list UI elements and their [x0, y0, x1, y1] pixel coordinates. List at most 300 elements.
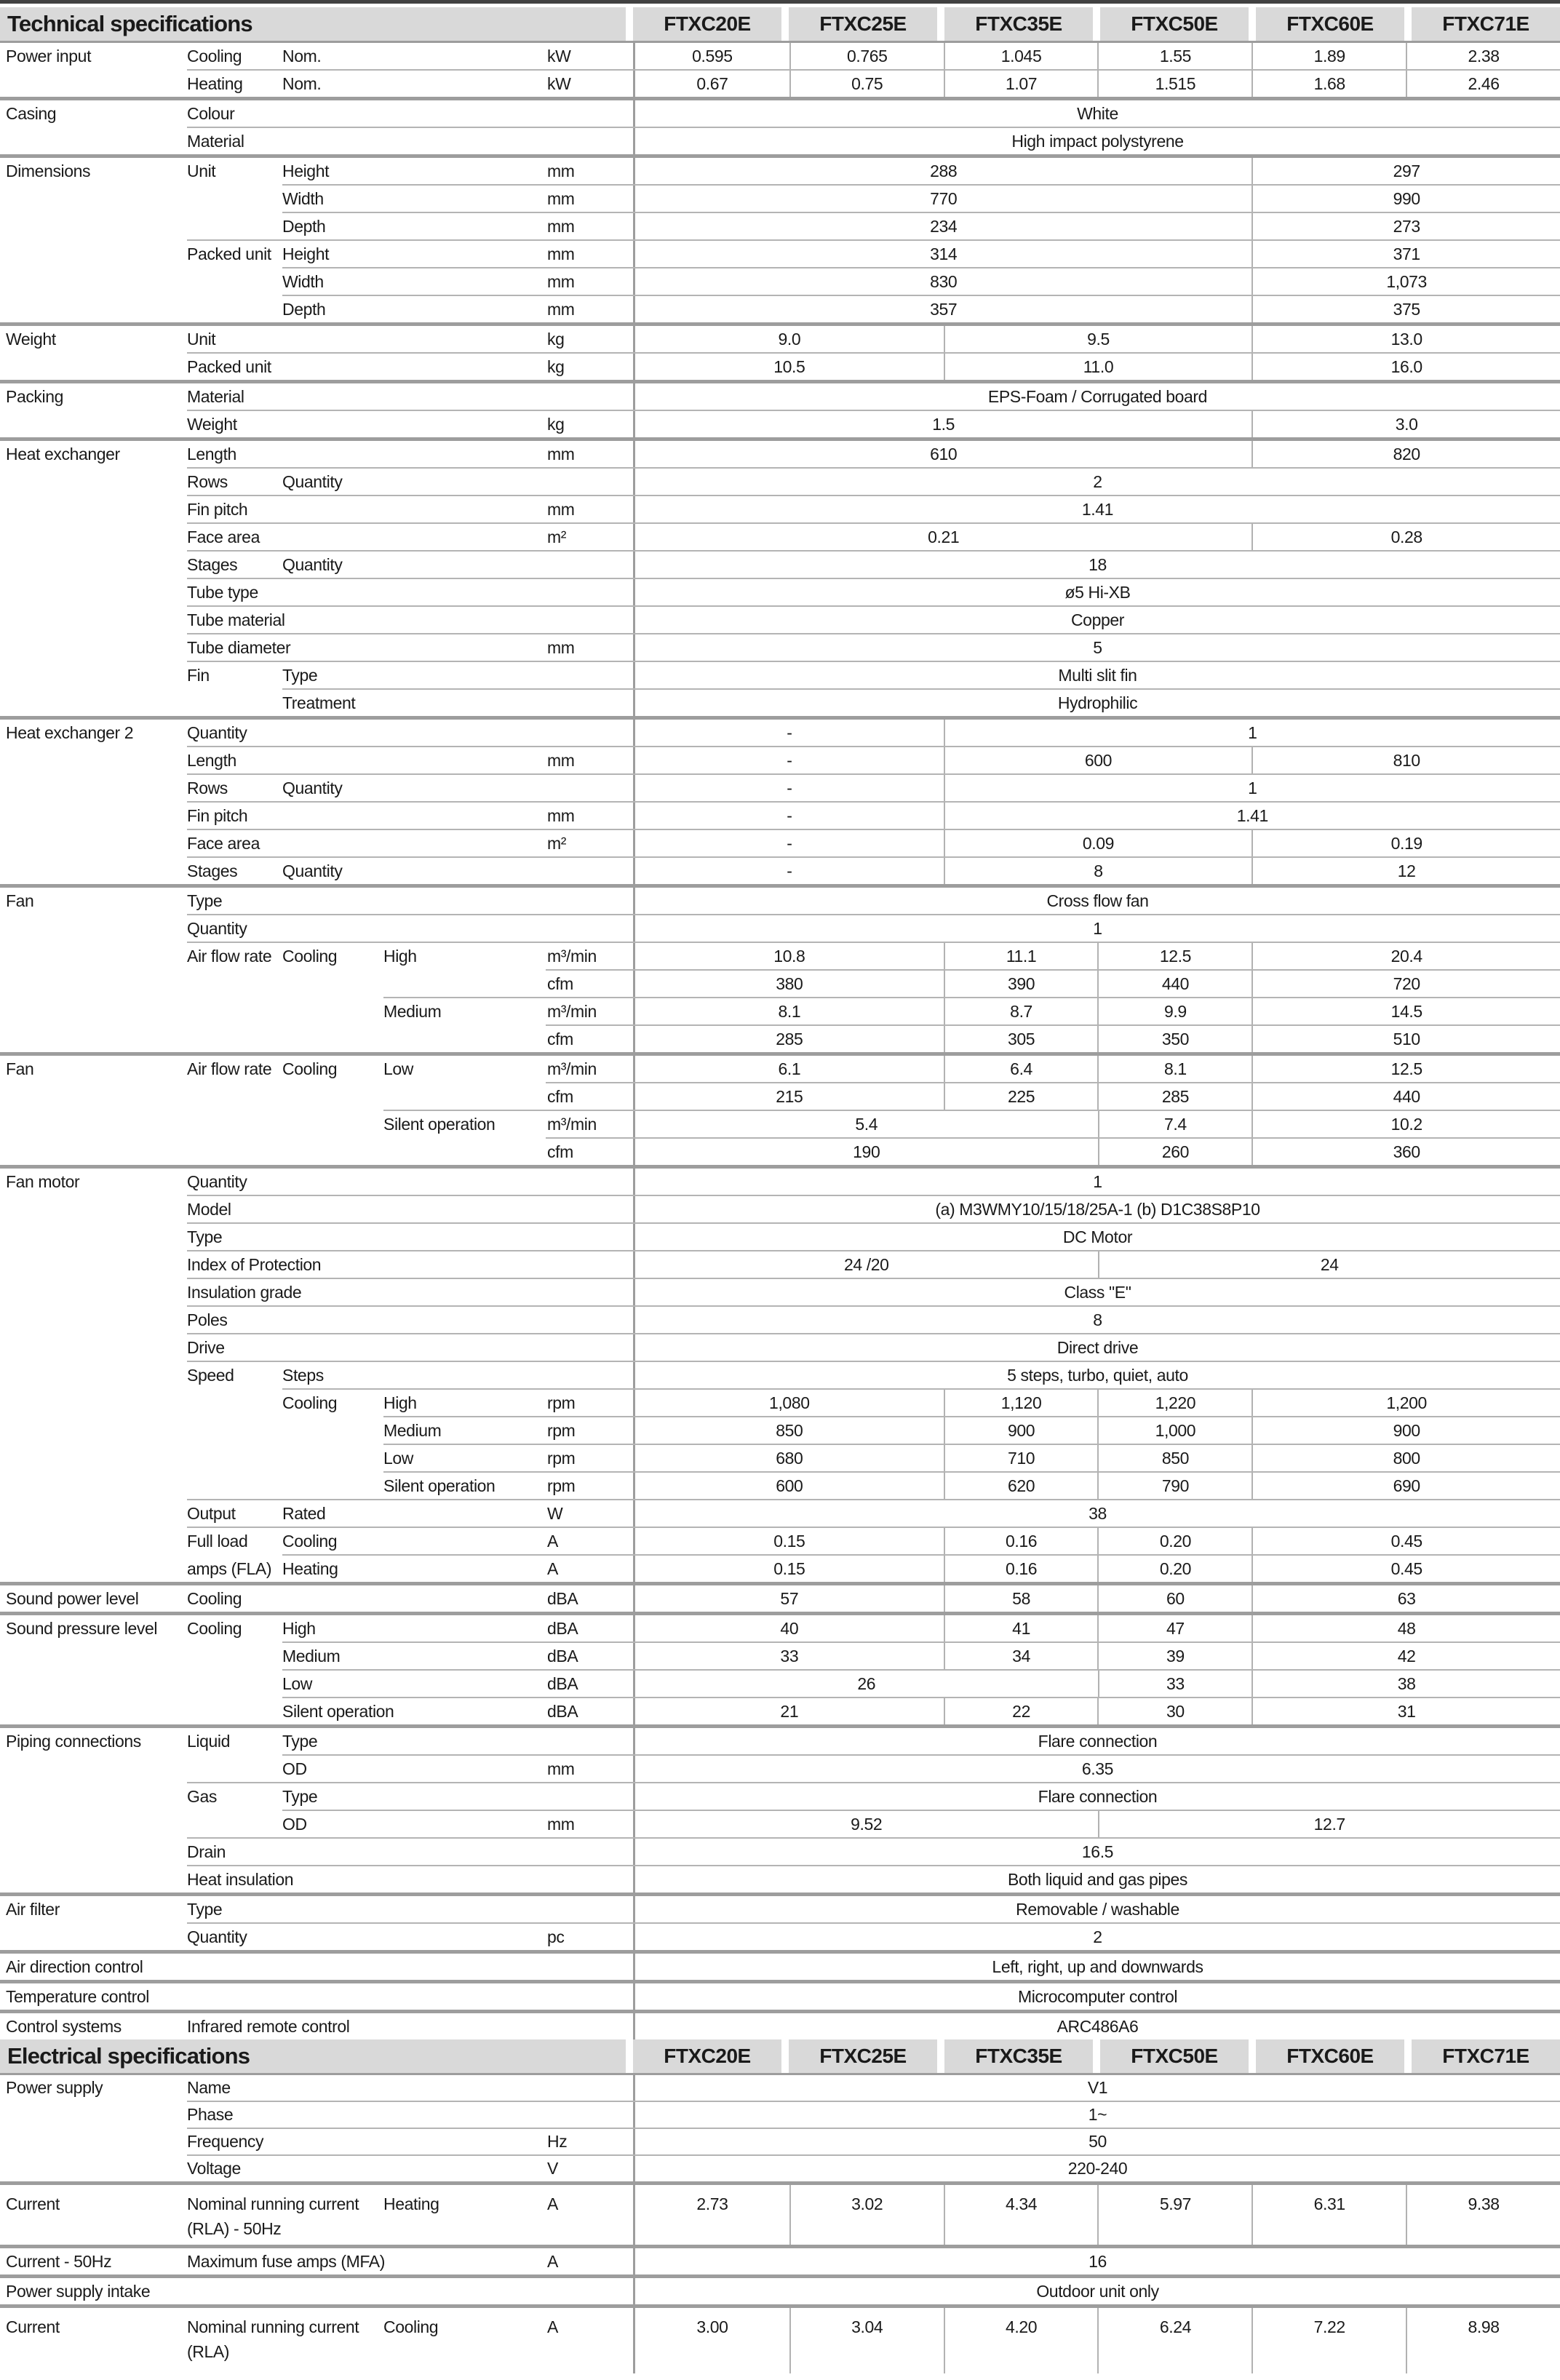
row-label: Nom. — [282, 71, 321, 97]
value-cell: 215 — [635, 1083, 944, 1110]
value-cell: 1 — [635, 915, 1560, 942]
value-cell: 380 — [635, 971, 944, 997]
value-cell: 2 — [635, 469, 1560, 495]
row-label: Control systems — [6, 2013, 122, 2039]
value-cells — [633, 1026, 1560, 1052]
row-unit: kg — [547, 354, 565, 380]
value-cells — [633, 158, 1560, 184]
row-label: Frequency — [187, 2129, 263, 2154]
value-cells — [633, 2278, 1560, 2304]
row-unit: m² — [547, 830, 566, 856]
value-cell: 297 — [1251, 158, 1560, 184]
value-cell: 900 — [1251, 1417, 1560, 1444]
row-label: Piping connections — [6, 1728, 141, 1754]
value-cell: 990 — [1251, 186, 1560, 212]
row-label: Fan — [6, 888, 33, 914]
spec-row — [0, 2013, 1560, 2039]
value-cell: Flare connection — [635, 1728, 1560, 1754]
value-cells — [633, 1251, 1560, 1278]
value-cells — [633, 1362, 1560, 1388]
row-label: Rows — [187, 775, 228, 801]
model-header-row — [626, 2039, 1560, 2073]
row-unit: cfm — [547, 1083, 573, 1110]
value-cells — [633, 1224, 1560, 1250]
value-cell: 48 — [1251, 1615, 1560, 1641]
row-label: Sound power level — [6, 1585, 138, 1612]
row-label-line1: Nominal running current — [187, 2192, 359, 2216]
row-label: Unit — [187, 326, 215, 352]
value-cell: 0.16 — [944, 1556, 1098, 1582]
value-cells — [633, 1728, 1560, 1754]
row-label: Packed unit — [187, 241, 271, 267]
spec-row — [0, 607, 1560, 633]
value-cell: Copper — [635, 607, 1560, 633]
value-cell: 357 — [635, 296, 1251, 322]
value-cells — [633, 1698, 1560, 1724]
value-cell: Both liquid and gas pipes — [635, 1866, 1560, 1893]
value-cell: 288 — [635, 158, 1251, 184]
value-cell: 60 — [1097, 1585, 1251, 1612]
row-label: Medium — [383, 998, 441, 1024]
spec-row — [0, 1954, 1560, 1980]
row-label: Cooling — [187, 1615, 242, 1641]
value-cell: 1 — [944, 720, 1560, 746]
value-cell: 8.7 — [944, 998, 1098, 1024]
row-label: Packing — [6, 383, 63, 410]
model-column-header: FTXC50E — [1093, 2039, 1249, 2073]
value-cell: 1,120 — [944, 1390, 1098, 1416]
row-unit: Hz — [547, 2129, 567, 2154]
value-cell: - — [635, 720, 944, 746]
value-cell: Microcomputer control — [635, 1983, 1560, 2010]
table-header-band — [0, 2039, 1560, 2075]
row-label: Quantity — [282, 775, 342, 801]
row-unit: mm — [547, 441, 575, 467]
row-label: Face area — [187, 524, 260, 550]
row-label: Dimensions — [6, 158, 90, 184]
value-cells — [633, 1866, 1560, 1893]
row-unit: mm — [547, 158, 575, 184]
value-cell: - — [635, 830, 944, 856]
value-cell: 1~ — [635, 2102, 1560, 2128]
value-cell: 1.045 — [944, 43, 1098, 69]
spec-row — [0, 998, 1560, 1024]
value-cell: 314 — [635, 241, 1251, 267]
row-label — [187, 2308, 359, 2380]
row-unit: m³/min — [547, 943, 597, 969]
row-label: Quantity — [282, 552, 342, 578]
value-cell: 9.38 — [1406, 2185, 1560, 2245]
value-cell: 850 — [635, 1417, 944, 1444]
row-label: Unit — [187, 158, 215, 184]
row-label: High — [282, 1615, 316, 1641]
value-cells — [633, 915, 1560, 942]
value-cell: 1 — [635, 1169, 1560, 1195]
value-cell: Class "E" — [635, 1279, 1560, 1305]
spec-row — [0, 1056, 1560, 1082]
value-cells — [633, 469, 1560, 495]
value-cells — [633, 1643, 1560, 1669]
value-cell: 58 — [944, 1585, 1098, 1612]
row-unit: mm — [547, 296, 575, 322]
value-cell: 260 — [1098, 1139, 1252, 1165]
value-cells — [633, 1279, 1560, 1305]
spec-row — [0, 2185, 1560, 2245]
row-label-line2: (RLA) — [187, 2339, 359, 2364]
row-label: Current - 50Hz — [6, 2248, 111, 2274]
row-label: Medium — [282, 1643, 340, 1669]
row-label: Index of Protection — [187, 1251, 321, 1278]
value-cell: 350 — [1097, 1026, 1251, 1052]
row-label: Quantity — [187, 1169, 247, 1195]
value-cell: 18 — [635, 552, 1560, 578]
row-label: Packed unit — [187, 354, 271, 380]
spec-row — [0, 1334, 1560, 1361]
spec-row — [0, 71, 1560, 97]
value-cells — [633, 1083, 1560, 1110]
value-cell: - — [635, 803, 944, 829]
value-cell: 440 — [1251, 1083, 1560, 1110]
spec-row — [0, 100, 1560, 127]
row-label: Heating — [383, 2185, 439, 2251]
value-cells — [633, 524, 1560, 550]
row-label: Silent operation — [282, 1698, 394, 1724]
value-cell: 38 — [635, 1500, 1560, 1527]
spec-row — [0, 326, 1560, 352]
row-label: Heat exchanger 2 — [6, 720, 133, 746]
spec-row — [0, 241, 1560, 267]
row-label: Tube diameter — [187, 634, 290, 661]
table-title: Technical specifications — [7, 7, 252, 41]
row-label: Material — [187, 383, 244, 410]
value-cells — [633, 1556, 1560, 1582]
value-cell: 39 — [1097, 1643, 1251, 1669]
row-label: Stages — [187, 858, 237, 884]
spec-row — [0, 411, 1560, 437]
row-label: Heating — [282, 1556, 338, 1582]
spec-row — [0, 1866, 1560, 1893]
value-cell: 11.1 — [944, 943, 1098, 969]
value-cell: 0.16 — [944, 1528, 1098, 1554]
value-cell: 47 — [1097, 1615, 1251, 1641]
row-label: Output — [187, 1500, 236, 1527]
value-cells — [633, 441, 1560, 467]
value-cells — [633, 354, 1560, 380]
spec-row — [0, 1783, 1560, 1810]
value-cell: 610 — [635, 441, 1251, 467]
row-label: Silent operation — [383, 1111, 495, 1137]
value-cell: 1,000 — [1097, 1417, 1251, 1444]
value-cell: 12.5 — [1251, 1056, 1560, 1082]
row-unit: rpm — [547, 1445, 575, 1471]
row-label: Cooling — [282, 1528, 337, 1554]
spec-row — [0, 690, 1560, 716]
row-unit: A — [547, 1528, 558, 1554]
value-cells — [633, 858, 1560, 884]
row-unit: V — [547, 2156, 558, 2181]
row-label: Length — [187, 747, 236, 773]
value-cells — [633, 2248, 1560, 2274]
spec-row — [0, 1528, 1560, 1554]
value-cell: 3.00 — [635, 2308, 789, 2373]
value-cells — [633, 2185, 1560, 2245]
row-unit: dBA — [547, 1698, 578, 1724]
row-label-line1: Nominal running current — [187, 2315, 359, 2339]
row-label: Poles — [187, 1307, 228, 1333]
spec-row — [0, 2248, 1560, 2274]
value-cell: 2.73 — [635, 2185, 789, 2245]
value-cell: 0.09 — [944, 830, 1252, 856]
row-label: Quantity — [187, 720, 247, 746]
value-cell: 5 steps, turbo, quiet, auto — [635, 1362, 1560, 1388]
row-label: Cooling — [282, 943, 337, 969]
value-cell: Flare connection — [635, 1783, 1560, 1810]
value-cell: 0.20 — [1097, 1528, 1251, 1554]
value-cell: 57 — [635, 1585, 944, 1612]
value-cell: 770 — [635, 186, 1251, 212]
row-label-line2: (RLA) - 50Hz — [187, 2216, 359, 2241]
row-unit: dBA — [547, 1585, 578, 1612]
model-column-header: FTXC35E — [937, 2039, 1093, 2073]
spec-row — [0, 1224, 1560, 1250]
value-cell: - — [635, 747, 944, 773]
value-cell: 30 — [1097, 1698, 1251, 1724]
value-cell: 9.5 — [944, 326, 1252, 352]
row-label: High — [383, 1390, 417, 1416]
value-cell: 8 — [944, 858, 1252, 884]
spec-row — [0, 1307, 1560, 1333]
row-label: Air flow rate — [187, 943, 271, 969]
row-label: Material — [187, 128, 244, 154]
row-label: Heating — [187, 71, 242, 97]
row-label: OD — [282, 1811, 307, 1837]
row-label: amps (FLA) — [187, 1556, 271, 1582]
rows-container — [0, 2075, 1560, 2373]
value-cell: 1.41 — [635, 496, 1560, 522]
spec-row — [0, 1445, 1560, 1471]
tables-container — [0, 7, 1560, 2373]
value-cells — [633, 662, 1560, 688]
value-cells — [633, 1954, 1560, 1980]
value-cells — [633, 803, 1560, 829]
row-label: Type — [282, 1728, 317, 1754]
row-label: Heat exchanger — [6, 441, 120, 467]
value-cell: 16.5 — [635, 1839, 1560, 1865]
row-label: High — [383, 943, 417, 969]
row-unit: mm — [547, 1811, 575, 1837]
value-cell: 1.68 — [1251, 71, 1406, 97]
row-label: Type — [187, 1224, 222, 1250]
spec-row — [0, 1026, 1560, 1052]
spec-row — [0, 1698, 1560, 1724]
model-column-header: FTXC20E — [626, 2039, 781, 2073]
spec-row — [0, 888, 1560, 914]
value-cell: 6.35 — [635, 1756, 1560, 1782]
spec-row — [0, 2102, 1560, 2128]
model-column-header: FTXC71E — [1404, 7, 1560, 41]
spec-row — [0, 1728, 1560, 1754]
row-label: Low — [282, 1671, 312, 1697]
value-cell: 1,080 — [635, 1390, 944, 1416]
value-cells — [633, 1756, 1560, 1782]
value-cells — [633, 383, 1560, 410]
value-cells — [633, 1924, 1560, 1950]
value-cell: 710 — [944, 1445, 1098, 1471]
row-label: Model — [187, 1196, 231, 1222]
value-cell: 1.07 — [944, 71, 1098, 97]
value-cell: 690 — [1251, 1473, 1560, 1499]
row-label: Quantity — [282, 469, 342, 495]
value-cell: High impact polystyrene — [635, 128, 1560, 154]
spec-row — [0, 1983, 1560, 2010]
value-cells — [633, 1390, 1560, 1416]
row-label: Low — [383, 1445, 413, 1471]
value-cell: Cross flow fan — [635, 888, 1560, 914]
row-label: Nom. — [282, 43, 321, 69]
value-cell: 800 — [1251, 1445, 1560, 1471]
row-label: Quantity — [187, 915, 247, 942]
value-cells — [633, 1500, 1560, 1527]
spec-row — [0, 747, 1560, 773]
spec-row — [0, 775, 1560, 801]
value-cells — [633, 1139, 1560, 1165]
value-cell: 8.1 — [1097, 1056, 1251, 1082]
spec-row — [0, 383, 1560, 410]
spec-row — [0, 213, 1560, 239]
value-cell: 12.5 — [1097, 943, 1251, 969]
spec-row — [0, 2308, 1560, 2373]
value-cells — [633, 1783, 1560, 1810]
row-label: Type — [187, 1896, 222, 1922]
spec-row — [0, 1643, 1560, 1669]
row-label: Fan motor — [6, 1169, 79, 1195]
value-cell: 31 — [1251, 1698, 1560, 1724]
row-label: Cooling — [282, 1056, 337, 1082]
value-cell: 790 — [1097, 1473, 1251, 1499]
value-cell: 510 — [1251, 1026, 1560, 1052]
spec-row — [0, 268, 1560, 295]
value-cells — [633, 1307, 1560, 1333]
value-cell: ARC486A6 — [635, 2013, 1560, 2039]
value-cell: 0.765 — [789, 43, 944, 69]
value-cells — [633, 998, 1560, 1024]
row-label: Fan — [6, 1056, 33, 1082]
row-label: Tube type — [187, 579, 258, 605]
row-label: Cooling — [383, 2308, 438, 2380]
row-unit: mm — [547, 213, 575, 239]
row-label: Current — [6, 2185, 60, 2251]
value-cell: 1.41 — [944, 803, 1560, 829]
value-cells — [633, 579, 1560, 605]
row-label: Quantity — [282, 858, 342, 884]
value-cell: 830 — [635, 268, 1251, 295]
row-label: OD — [282, 1756, 307, 1782]
value-cell: 6.24 — [1097, 2308, 1251, 2373]
value-cell: 305 — [944, 1026, 1098, 1052]
value-cells — [633, 2156, 1560, 2181]
value-cell: 234 — [635, 213, 1251, 239]
value-cell: 33 — [635, 1643, 944, 1669]
value-cell: ø5 Hi-XB — [635, 579, 1560, 605]
row-label: Colour — [187, 100, 234, 127]
row-label: Maximum fuse amps (MFA) — [187, 2248, 385, 2274]
row-unit: W — [547, 1500, 562, 1527]
spec-row — [0, 524, 1560, 550]
value-cell: 850 — [1097, 1445, 1251, 1471]
value-cell: 10.8 — [635, 943, 944, 969]
spec-row — [0, 1839, 1560, 1865]
spec-row — [0, 1139, 1560, 1165]
value-cells — [633, 1615, 1560, 1641]
value-cell: 12 — [1251, 858, 1560, 884]
value-cells — [633, 1111, 1560, 1137]
row-label: Gas — [187, 1783, 217, 1810]
row-label: Length — [187, 441, 236, 467]
row-label: Width — [282, 268, 324, 295]
value-cell: 7.4 — [1098, 1111, 1252, 1137]
value-cells — [633, 268, 1560, 295]
value-cell: 390 — [944, 971, 1098, 997]
value-cell: (a) M3WMY10/15/18/25A-1 (b) D1C38S8P10 — [635, 1196, 1560, 1222]
row-label: Quantity — [187, 1924, 247, 1950]
row-unit: cfm — [547, 1026, 573, 1052]
spec-row — [0, 1390, 1560, 1416]
value-cell: 1.89 — [1251, 43, 1406, 69]
spec-row — [0, 2278, 1560, 2304]
value-cells — [633, 747, 1560, 773]
value-cell: 40 — [635, 1615, 944, 1641]
value-cells — [633, 1839, 1560, 1865]
row-label: Insulation grade — [187, 1279, 301, 1305]
value-cells — [633, 1445, 1560, 1471]
spec-row — [0, 1615, 1560, 1641]
value-cell: 8 — [635, 1307, 1560, 1333]
value-cell: 0.45 — [1251, 1556, 1560, 1582]
spec-row — [0, 1500, 1560, 1527]
row-label: Full load — [187, 1528, 247, 1554]
value-cell: 34 — [944, 1643, 1098, 1669]
value-cells — [633, 1983, 1560, 2010]
row-label: Power supply intake — [6, 2278, 150, 2304]
spec-row — [0, 158, 1560, 184]
row-label: Phase — [187, 2102, 233, 2128]
value-cells — [633, 971, 1560, 997]
value-cells — [633, 1056, 1560, 1082]
value-cells — [633, 552, 1560, 578]
row-unit: mm — [547, 268, 575, 295]
value-cell: 5.97 — [1097, 2185, 1251, 2245]
value-cells — [633, 1169, 1560, 1195]
value-cells — [633, 1334, 1560, 1361]
value-cell: 375 — [1251, 296, 1560, 322]
model-column-header: FTXC25E — [781, 7, 937, 41]
value-cell: 5.4 — [635, 1111, 1098, 1137]
model-column-header: FTXC60E — [1249, 7, 1404, 41]
value-cells — [633, 2129, 1560, 2154]
row-label: Heat insulation — [187, 1866, 293, 1893]
spec-row — [0, 128, 1560, 154]
spec-row — [0, 1671, 1560, 1697]
value-cells — [633, 943, 1560, 969]
row-label: Silent operation — [383, 1473, 495, 1499]
row-label: Voltage — [187, 2156, 241, 2181]
table-section — [0, 7, 1560, 2039]
value-cell: 8.1 — [635, 998, 944, 1024]
spec-row — [0, 1362, 1560, 1388]
value-cell: 21 — [635, 1698, 944, 1724]
row-unit: mm — [547, 634, 575, 661]
value-cell: 190 — [635, 1139, 1098, 1165]
